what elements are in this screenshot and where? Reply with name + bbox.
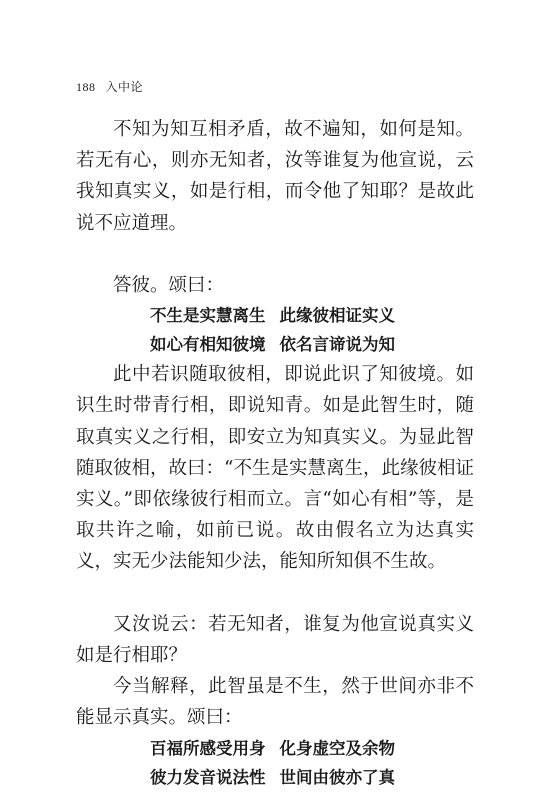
book-title: 入中论 bbox=[105, 80, 144, 94]
verse-2-line-1a: 百福所感受用身 bbox=[150, 738, 266, 758]
page-body bbox=[76, 114, 474, 792]
verse-2-line-2a: 彼力发音说法性 bbox=[150, 767, 266, 787]
paragraph-gap bbox=[76, 578, 474, 609]
verse-2-line-1 bbox=[150, 734, 474, 763]
paragraph-3: 此中若识随取彼相，即说此识了知彼境。如识生时带青行相，即说知青。如是此智生时，随取真实义之行相，即安立为知真实义。为显此智随取彼相，故曰：“不生是实慧离生，此缘彼相证实义。”即依缘彼行相而立。言“如心有相”等，是取共许之喻，如前已说。故由假名立为达真实义，实无少法能知少法，能知所知俱不生故。 bbox=[76, 364, 474, 573]
paragraph-5: 今当解释，此智虽是不生，然于世间亦非不能显示真实。颂曰： bbox=[76, 676, 474, 729]
verse-1-line-1 bbox=[150, 301, 474, 330]
verse-1-line-1a: 不生是实慧离生 bbox=[150, 306, 266, 326]
page-header bbox=[76, 78, 143, 95]
page-number: 188 bbox=[76, 80, 96, 94]
verse-1-line-2b: 依名言谛说为知 bbox=[279, 335, 395, 355]
paragraph-4: 又汝说云：若无知者，谁复为他宣说真实义如是行相耶？ bbox=[76, 613, 474, 667]
verse-1-line-2 bbox=[150, 330, 474, 359]
verse-2-line-2b: 世间由彼亦了真 bbox=[279, 767, 395, 787]
paragraph-verse-intro: 答彼。颂曰： bbox=[113, 275, 225, 296]
verse-2-line-1b: 化身虚空及余物 bbox=[279, 738, 395, 758]
verse-1-line-2a: 如心有相知彼境 bbox=[150, 335, 266, 355]
verse-2 bbox=[76, 734, 474, 792]
verse-1 bbox=[76, 301, 474, 359]
paragraph-gap bbox=[76, 239, 474, 270]
paragraph-1: 不知为知互相矛盾，故不遍知，如何是知。若无有心，则亦无知者，汝等谁复为他宣说，云我知真实义，如是行相，而令他了知耶？是故此说不应道理。 bbox=[76, 119, 474, 234]
verse-2-line-2 bbox=[150, 763, 474, 792]
verse-1-line-1b: 此缘彼相证实义 bbox=[279, 306, 395, 326]
